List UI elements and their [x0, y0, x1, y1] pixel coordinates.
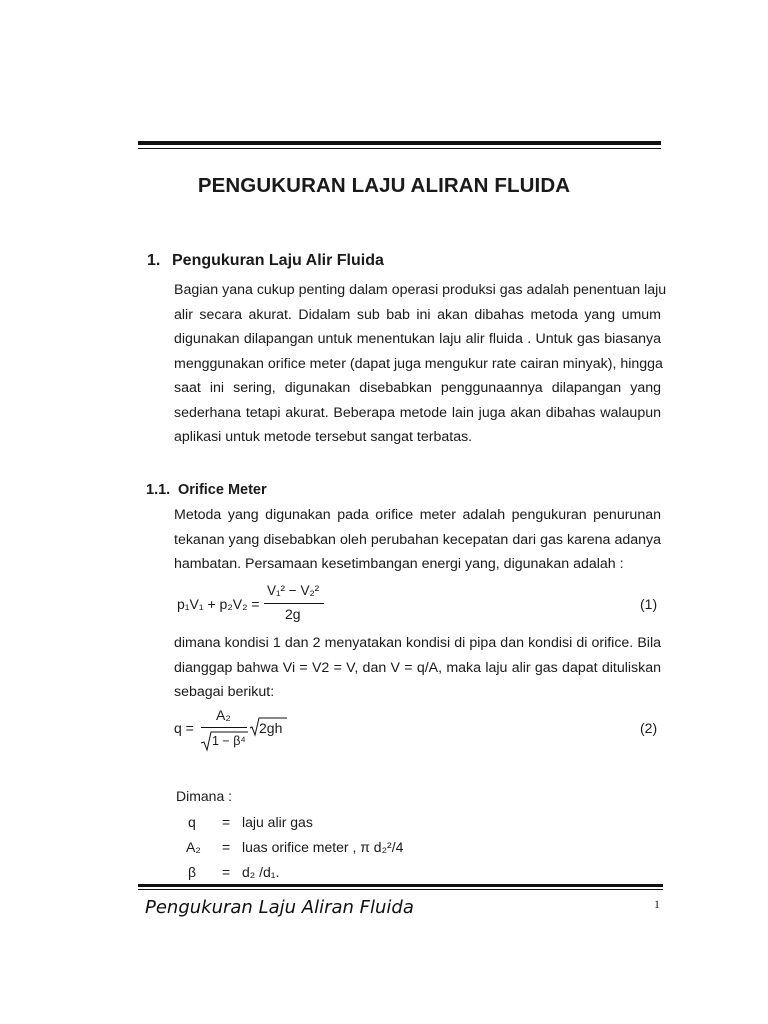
paragraph-line: Metoda yang digunakan pada orifice meter adalah pengukuran penurunan: [174, 507, 661, 523]
section-number: 1.: [147, 252, 161, 269]
section-heading-text: Pengukuran Laju Alir Fluida: [172, 252, 384, 269]
equation-2-factor: 2gh: [259, 720, 283, 736]
subsection-heading-text: Orifice Meter: [178, 482, 267, 498]
paragraph-line: sederhana tetapi akurat. Beberapa metode lain juga akan dibahas walaupun: [174, 404, 661, 421]
definition-text: laju alir gas: [242, 814, 313, 830]
equation-2-denominator: 1 − β⁴: [212, 734, 246, 748]
definition-equals: =: [222, 839, 231, 855]
equation-2-lhs: q =: [174, 720, 194, 736]
paragraph-line: menggunakan orifice meter (dapat juga mengukur rate cairan minyak), hingga: [174, 355, 663, 372]
equation-1-number: (1): [640, 596, 658, 612]
equation-1-denominator: 2g: [285, 606, 301, 622]
paragraph-line: alir secara akurat. Didalam sub bab ini akan dibahas metoda yang umum: [174, 306, 661, 323]
paragraph-line: tekanan yang disebabkan oleh perubahan kecepatan dari gas karena adanya: [174, 531, 661, 548]
definition-symbol: A₂: [186, 839, 201, 855]
page-title: PENGUKURAN LAJU ALIRAN FLUIDA: [197, 174, 571, 197]
paragraph-line: digunakan dilapangan untuk menentukan laju alir fluida . Untuk gas biasanya: [174, 331, 661, 347]
definition-symbol: β: [188, 864, 197, 880]
orifice-paragraph-1: [174, 503, 661, 577]
section-1-paragraph: [174, 278, 667, 450]
definition-text: d₂ /d₁.: [242, 864, 280, 880]
equation-2-numerator: A₂: [216, 707, 231, 723]
running-footer-title: Pengukuran Laju Aliran Fluida: [145, 897, 414, 918]
equation-2-number: (2): [640, 720, 658, 736]
section-heading-1-1: [146, 482, 267, 498]
paragraph-line: hambatan. Persamaan kesetimbangan energi yang, digunakan adalah :: [174, 556, 624, 572]
equation-1-numerator: V₁² − V₂²: [267, 583, 320, 598]
definition-equals: =: [222, 814, 231, 830]
paragraph-line: saat ini sering, digunakan disebabkan penggunaannya dilapangan yang: [174, 380, 661, 396]
paragraph-line: dimana kondisi 1 dan 2 menyatakan kondisi di pipa dan kondisi di orifice. Bila: [174, 635, 661, 651]
orifice-paragraph-2: [174, 631, 661, 705]
definition-symbol: q: [188, 814, 196, 830]
definition-text: luas orifice meter , π d₂²/4: [242, 839, 404, 855]
paragraph-line: sebagai berikut:: [174, 684, 275, 700]
fraction-bar: [201, 727, 247, 728]
footer-rule-thin: [138, 889, 663, 890]
top-rule-thick: [138, 141, 661, 145]
paragraph-line: dianggap bahwa Vi = V2 = V, dan V = q/A, maka laju alir gas dapat dituliskan: [174, 659, 661, 676]
dimana-label: Dimana :: [176, 788, 233, 804]
equation-1-lhs: p₁V₁ + p₂V₂ =: [177, 596, 260, 612]
footer-rule-thick: [138, 884, 663, 887]
subsection-number: 1.1.: [146, 482, 171, 498]
definition-equals: =: [222, 864, 231, 880]
section-heading-1: [147, 252, 384, 270]
fraction-bar: [264, 603, 324, 604]
paragraph-line: aplikasi untuk metode tersebut sangat terbatas.: [174, 429, 473, 445]
top-rule-thin: [138, 148, 661, 149]
page-number: 1: [654, 897, 660, 911]
paragraph-line: Bagian yana cukup penting dalam operasi produksi gas adalah penentuan laju: [174, 282, 667, 298]
